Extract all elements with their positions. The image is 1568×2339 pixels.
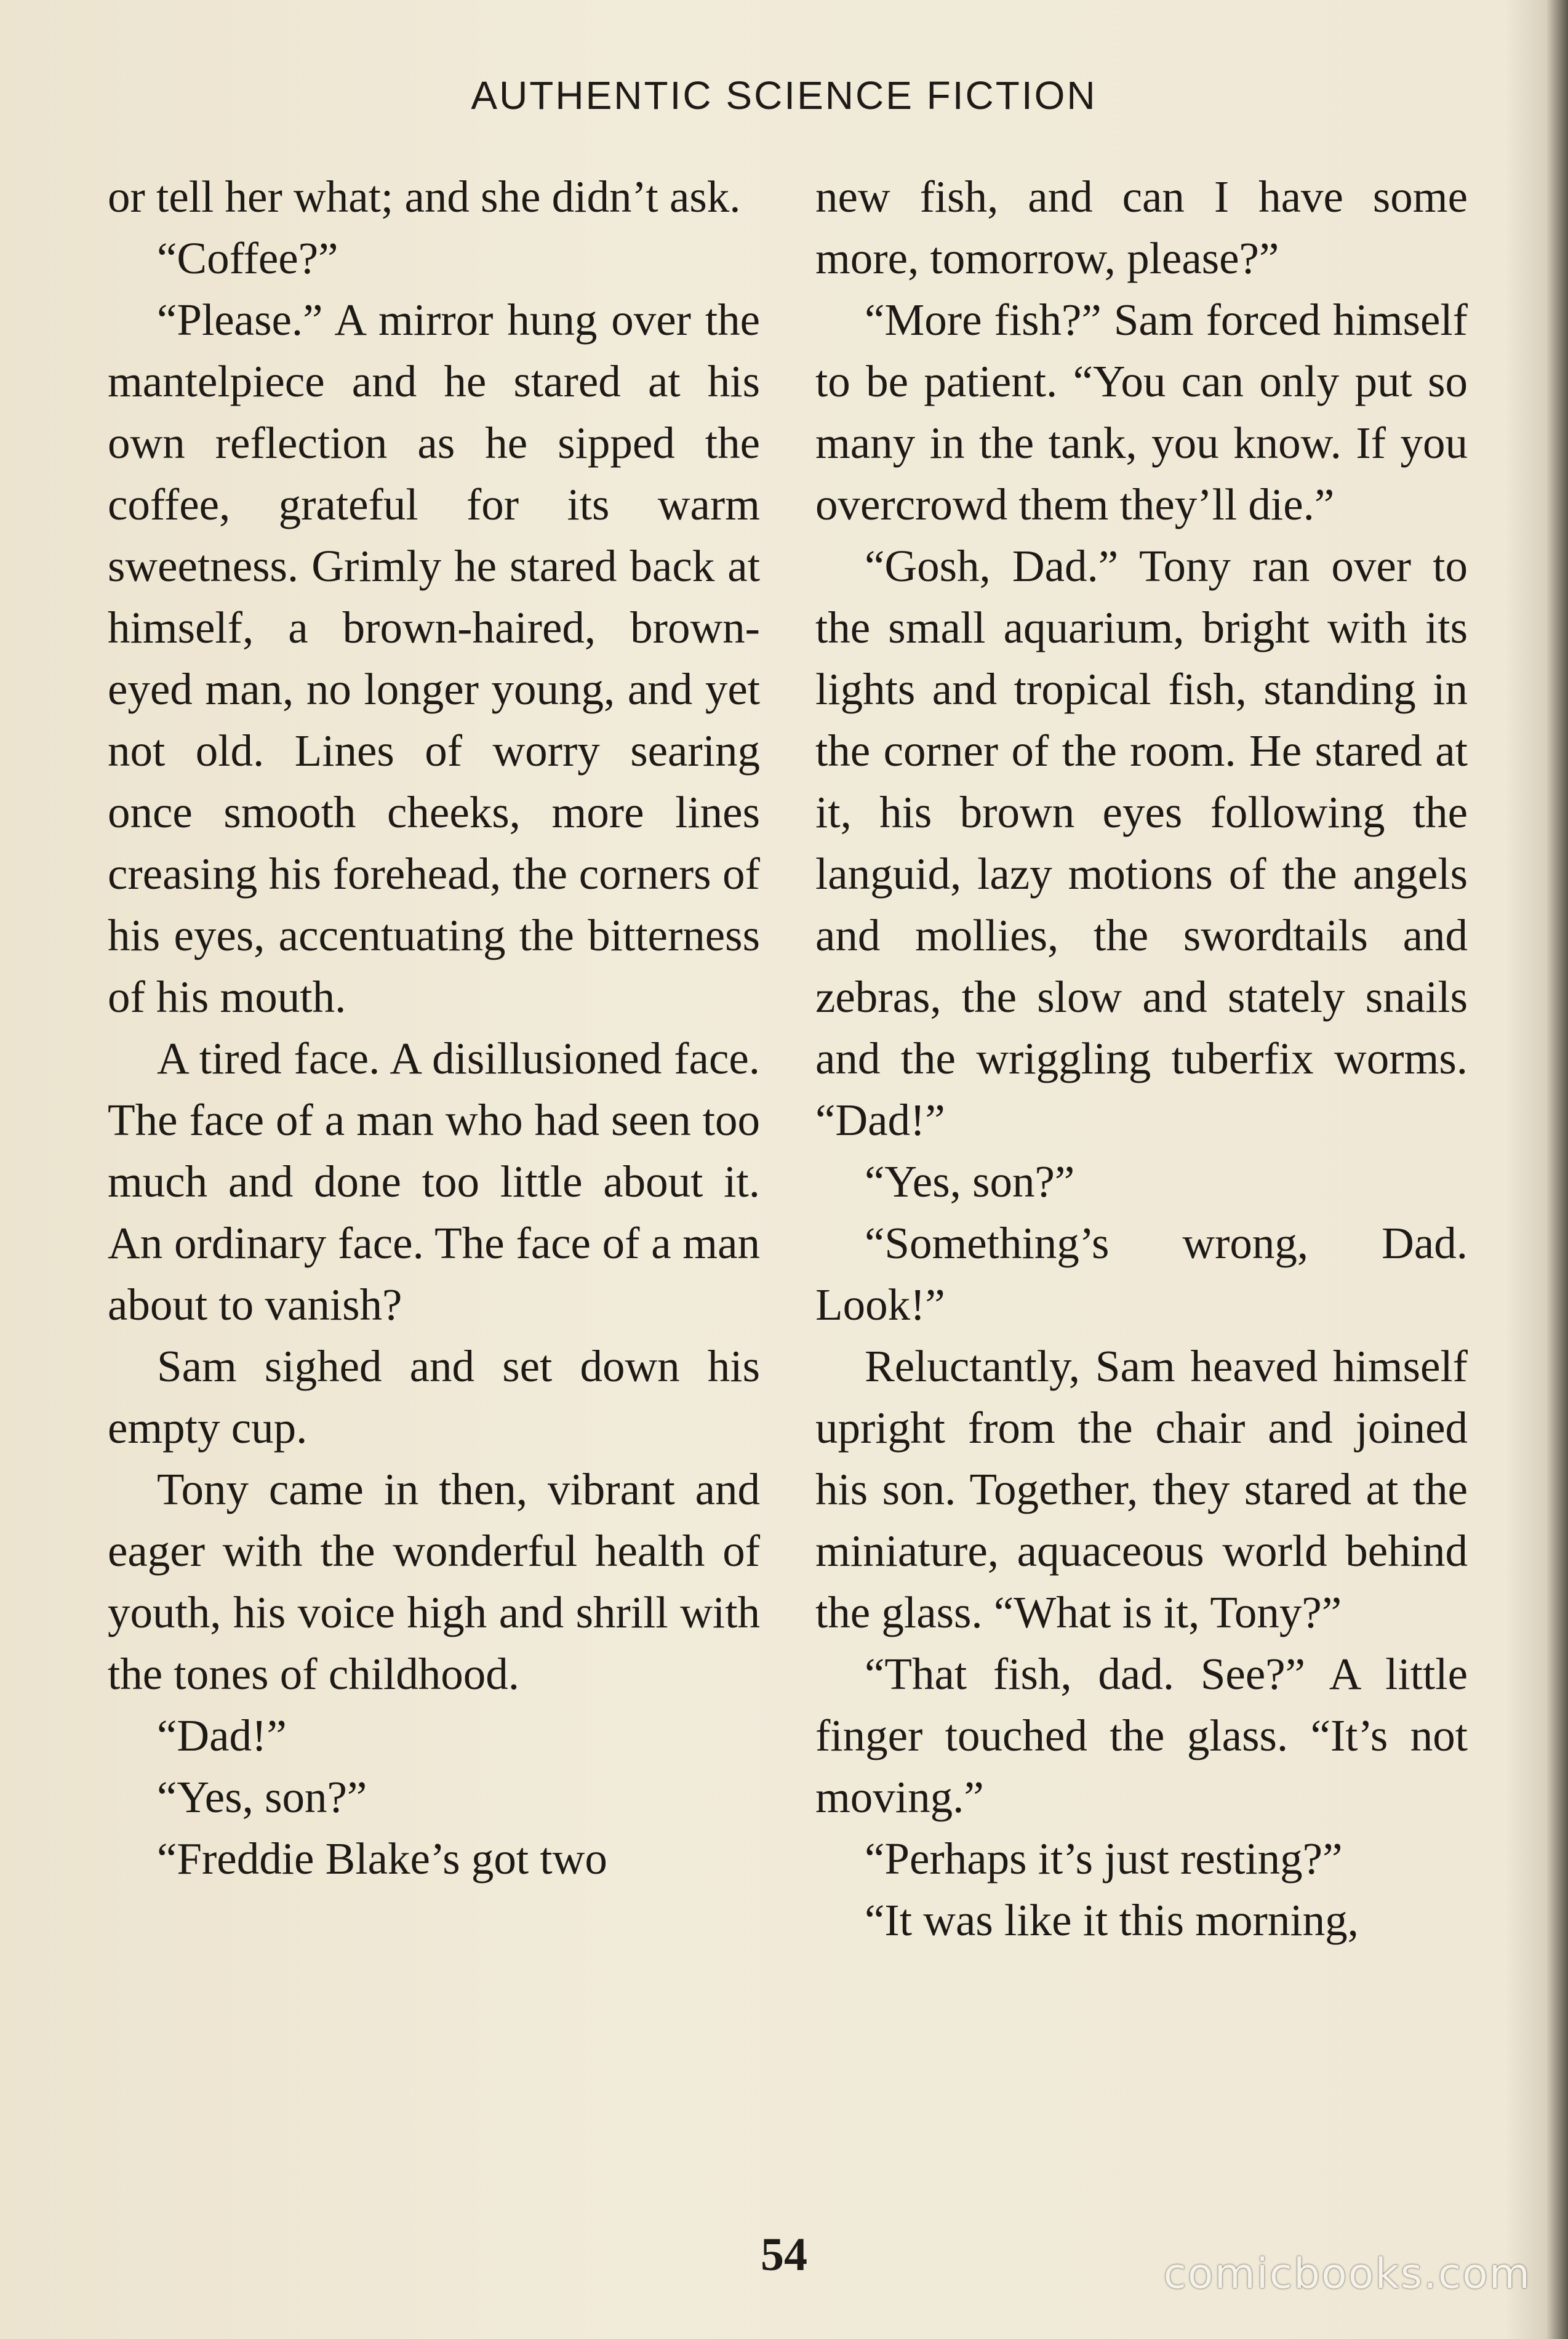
- paragraph: new fish, and can I have some more, tomorrow, please?”: [815, 172, 1468, 283]
- paragraph: Sam sighed and set down his empty cup.: [108, 1341, 760, 1453]
- page-number: 54: [761, 2229, 807, 2281]
- paragraph: “Freddie Blake’s got two: [157, 1834, 607, 1884]
- watermark-text: comicbooks.com: [1163, 2250, 1531, 2298]
- paragraph: “It was like it this morning,: [865, 1895, 1359, 1945]
- paragraph: or tell her what; and she didn’t ask.: [108, 172, 741, 222]
- paragraph: “Perhaps it’s just resting?”: [865, 1834, 1343, 1884]
- right-text-column: [815, 166, 1468, 1951]
- left-text-column: [108, 166, 760, 1890]
- paragraph: “Something’s wrong, Dad. Look!”: [815, 1218, 1468, 1330]
- paragraph: Reluctantly, Sam heaved himself upright from the chair and joined his son. Together, they stared at the miniature, aquaceous world behind the glass. “What is it, Tony?”: [815, 1341, 1468, 1637]
- paragraph: “Yes, son?”: [865, 1157, 1075, 1206]
- paragraph: “Please.” A mirror hung over the mantelpiece and he stared at his own reflection as he sipped the coffee, grateful for its warm sweetness. Grimly he stared back at himself, a brown-haired, brown-eyed man, no longer young, and yet not old. Lines of worry searing once smooth cheeks, more lines creasing his forehead, the corners of his eyes, accentuating the bitterness of his mouth.: [108, 295, 760, 1022]
- paragraph: “That fish, dad. See?” A little finger touched the glass. “It’s not moving.”: [815, 1649, 1468, 1822]
- running-head-title: AUTHENTIC SCIENCE FICTION: [471, 73, 1097, 118]
- paragraph: “More fish?” Sam forced himself to be patient. “You can only put so many in the tank, you know. If you overcrowd them they’ll die.”: [815, 295, 1468, 529]
- paragraph: “Coffee?”: [157, 233, 338, 283]
- paragraph: “Yes, son?”: [157, 1772, 367, 1822]
- paragraph: A tired face. A disillusioned face. The face of a man who had seen too much and done too little about it. An ordinary face. The face of a man about to vanish?: [108, 1033, 760, 1330]
- paragraph: Tony came in then, vibrant and eager with the wonderful health of youth, his voice high and shrill with the tones of childhood.: [108, 1464, 760, 1699]
- paragraph: “Gosh, Dad.” Tony ran over to the small aquarium, bright with its lights and tropical fish, standing in the corner of the room. He stared at it, his brown eyes following the languid, lazy motions of the angels and mollies, the swordtails and zebras, the slow and stately snails and the wriggling tuberfix worms. “Dad!”: [815, 541, 1468, 1145]
- paragraph: “Dad!”: [157, 1711, 287, 1760]
